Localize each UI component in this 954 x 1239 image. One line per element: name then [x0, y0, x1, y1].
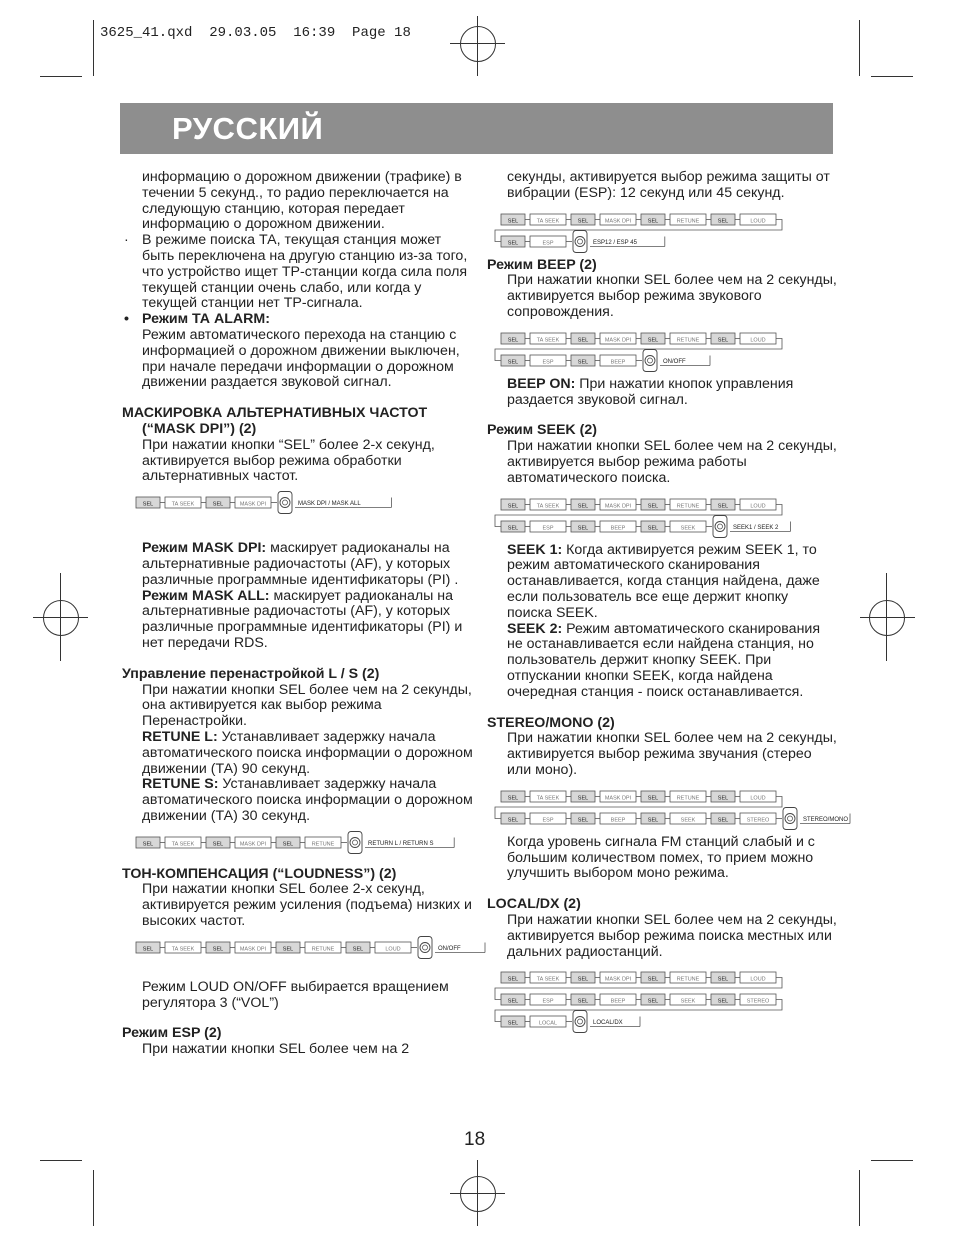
mode-label: TA SEEK	[171, 946, 195, 953]
paragraph: При нажатии кнопки SEL более чем на 2 секунды, активируется выбор режима звучания (стерео или моно).	[507, 730, 837, 778]
term-label: RETUNE L:	[142, 728, 218, 745]
mode-label: SEEK	[680, 524, 696, 531]
paragraph: При нажатии кнопки SEL более 2-х секунд, активируется режим усиления (подъема) низких и высоких частот.	[142, 881, 472, 930]
mode-label: RETUNE	[311, 840, 335, 847]
mode-label: RETUNE	[311, 946, 335, 953]
paragraph: При нажатии кнопки SEL более чем на 2 секунды, она активируется как выбор режима Перенастройки.	[142, 681, 472, 730]
paragraph	[487, 622, 837, 701]
mode-label: LOUD	[750, 976, 766, 983]
mode-label: SEL	[507, 337, 519, 344]
mode-label: SEL	[577, 217, 589, 224]
registration-mark-bottom	[460, 1176, 496, 1212]
result-label: RETURN L / RETURN S	[368, 840, 434, 847]
mode-label: SEL	[647, 502, 659, 509]
mode-label: ESP	[542, 239, 554, 246]
mode-label: MASK DPI	[604, 795, 632, 802]
mode-label: MASK DPI	[239, 840, 267, 847]
menu-flow-diagram	[487, 493, 827, 537]
mode-label: SEL	[717, 337, 729, 344]
mode-label: MASK DPI	[604, 337, 632, 344]
mode-label: TA SEEK	[536, 795, 560, 802]
mode-label: SEL	[647, 337, 659, 344]
registration-line	[60, 573, 61, 661]
section-heading: МАСКИРОВКА АЛЬТЕРНАТИВНЫХ ЧАСТОТ	[122, 405, 428, 422]
mode-label: TA SEEK	[536, 502, 560, 509]
registration-mark-top	[460, 26, 496, 62]
bullet-text: В режиме поиска ТА, текущая станция может быть переключена на другую станцию из-за того, что устройство ищет ТР-станции когда сила поля текущей станции очень слабо, или когда у текущей станции нет ТР-сигнала.	[142, 232, 468, 312]
crop-mark	[93, 20, 94, 76]
paragraph: секунды, активируется выбор режима защиты от вибрации (ESP): 12 секунд или 45 секунд.	[507, 169, 830, 201]
mode-label: SEL	[142, 840, 154, 847]
mode-label: MASK DPI	[239, 501, 267, 508]
crop-mark	[40, 76, 82, 77]
mode-label: SEL	[352, 946, 364, 953]
mode-label: MASK DPI	[604, 217, 632, 224]
mode-label: LOUD	[750, 502, 766, 509]
section-heading: Управление перенастройкой L / S (2)	[122, 665, 380, 682]
mode-label: SEL	[507, 998, 519, 1005]
banner-title: РУССКИЙ	[172, 111, 324, 146]
mode-label: SEL	[507, 524, 519, 531]
mode-label: SEL	[577, 524, 589, 531]
paragraph: информацию о дорожном движении (трафике) в течении 5 секунд., то радио переключается на следующую станцию, которая передает информацию о дорожном движении.	[142, 169, 462, 233]
section-heading: Режим BEEP (2)	[487, 256, 597, 273]
registration-line	[477, 16, 478, 76]
mode-label: SEL	[647, 998, 659, 1005]
mode-label: TA SEEK	[536, 337, 560, 344]
crop-mark	[871, 76, 913, 77]
paragraph	[122, 777, 474, 824]
mode-label: ESP	[542, 817, 554, 824]
mode-label: SEEK	[680, 998, 696, 1005]
mode-label: SEL	[577, 817, 589, 824]
registration-line	[886, 573, 887, 661]
result-label: ON/OFF	[438, 945, 461, 952]
mode-label: TA SEEK	[536, 976, 560, 983]
mode-label: TA SEEK	[536, 217, 560, 224]
term-label: Режим MASK ALL:	[142, 587, 270, 604]
paragraph: При нажатии кнопки “SEL” более 2-х секунд, активируется выбор режима обработки альтернативных частот.	[142, 436, 435, 485]
crop-mark	[859, 20, 860, 76]
term-label: BEEP ON:	[507, 375, 576, 392]
mode-label: SEL	[577, 795, 589, 802]
paragraph	[122, 589, 474, 652]
mode-label: RETUNE	[676, 795, 700, 802]
mode-label: SEL	[577, 998, 589, 1005]
term-label: Режим MASK DPI:	[142, 540, 267, 557]
mode-label: LOUD	[750, 337, 766, 344]
paragraph: Когда уровень сигнала FM станций слабый и с большим количеством помех, то прием можно улучшить выбором моно режима.	[507, 833, 815, 882]
mode-label: ESP	[542, 998, 554, 1005]
menu-flow-diagram	[487, 966, 827, 1032]
term-text: маскирует радиоканалы на альтернативные радиочастоты (AF), у которых различные программные идентификаторы (PI) и нет передачи RDS.	[142, 587, 463, 651]
mode-label: SEL	[577, 359, 589, 366]
mode-label: ESP	[542, 524, 554, 531]
mode-label: SEL	[577, 502, 589, 509]
registration-mark-left	[43, 600, 79, 636]
term-text: маскирует радиоканалы на альтернативные радиочастоты (AF), у которых различные программные идентификаторы (PI) .	[142, 540, 459, 588]
registration-mark-right	[869, 600, 905, 636]
mode-label: STEREO	[746, 998, 770, 1005]
mode-label: SEL	[507, 502, 519, 509]
paragraph	[122, 541, 474, 588]
mode-label: RETUNE	[676, 337, 700, 344]
paragraph: При нажатии кнопки SEL более чем на 2	[142, 1041, 410, 1058]
mode-label: SEEK	[680, 817, 696, 824]
menu-flow-diagram	[122, 491, 462, 535]
section-heading: ТОН-КОМПЕНСАЦИЯ (“LOUDNESS”) (2)	[122, 865, 397, 882]
mode-label: SEL	[142, 501, 154, 508]
paragraph	[122, 730, 474, 777]
bullet-marker: ·	[124, 232, 129, 249]
menu-flow-diagram	[487, 208, 827, 252]
mode-label: SEL	[282, 946, 294, 953]
mode-label: MASK DPI	[604, 502, 632, 509]
registration-line	[477, 1160, 478, 1226]
section-heading: LOCAL/DX (2)	[487, 896, 581, 913]
mode-label: RETUNE	[676, 217, 700, 224]
right-column	[487, 169, 849, 1038]
term-text: Устанавливает задержку начала автоматического поиска информации о дорожном движении (ТА) 30 секунд.	[142, 776, 473, 824]
result-label: SEEK1 / SEEK 2	[733, 524, 779, 531]
language-banner	[120, 103, 833, 154]
mode-label: SEL	[507, 795, 519, 802]
left-column	[122, 170, 474, 1058]
mode-label: BEEP	[610, 998, 626, 1005]
mode-label: SEL	[507, 817, 519, 824]
mode-label: SEL	[577, 976, 589, 983]
mode-label: SEL	[717, 217, 729, 224]
paragraph: При нажатии кнопки SEL более чем на 2 секунды, активируется выбор режима поиска местных или дальних радиостанций.	[507, 911, 837, 960]
bullet-item	[122, 233, 474, 312]
mode-label: LOUD	[750, 217, 766, 224]
paragraph: При нажатии кнопки SEL более чем на 2 секунды, активируется выбор режима работы автоматического поиска.	[507, 438, 837, 486]
result-label: LOCAL/DX	[593, 1020, 623, 1027]
mode-label: LOUD	[750, 795, 766, 802]
menu-flow-diagram	[487, 327, 827, 371]
mode-label: BEEP	[610, 524, 626, 531]
section-heading: (“MASK DPI”) (2)	[142, 420, 257, 437]
mode-label: SEL	[142, 946, 154, 953]
term-text: Устанавливает задержку начала автоматического поиска информации о дорожном движении (ТА) 90 секунд.	[142, 728, 473, 777]
paragraph: Режим автоматического перехода на станцию с информацией о дорожном движении выключен, при начале передачи информации о дорожном движении раздается звуковой сигнал.	[142, 326, 460, 391]
mode-label: SEL	[577, 337, 589, 344]
mode-label: SEL	[212, 501, 224, 508]
paragraph: Режим LOUD ON/OFF выбирается вращением регулятора 3 (“VOL”)	[142, 978, 449, 1011]
mode-label: SEL	[507, 976, 519, 983]
mode-label: SEL	[647, 795, 659, 802]
term-text: При нажатии кнопок управления раздается звуковой сигнал.	[507, 375, 794, 408]
mode-label: SEL	[507, 239, 519, 246]
bullet-item	[122, 312, 474, 328]
bullet-marker: •	[124, 311, 129, 328]
file-slug: 3625_41.qxd 29.03.05 16:39 Page 18	[100, 25, 411, 41]
mode-label: SEL	[507, 1020, 519, 1027]
mode-label: LOCAL	[538, 1020, 558, 1027]
mode-label: SEL	[717, 795, 729, 802]
mode-label: RETUNE	[676, 976, 700, 983]
mode-label: SEL	[717, 976, 729, 983]
paragraph	[487, 543, 837, 622]
mode-label: SEL	[507, 217, 519, 224]
page-number: 18	[464, 1129, 486, 1150]
paragraph	[487, 377, 837, 409]
mode-label: ESP	[542, 359, 554, 366]
result-label: ON/OFF	[663, 358, 686, 365]
crop-mark	[40, 1160, 82, 1161]
mode-label: TA SEEK	[171, 501, 195, 508]
crop-mark	[93, 1170, 94, 1226]
mode-label: SEL	[647, 217, 659, 224]
mode-label: RETUNE	[676, 502, 700, 509]
mode-label: LOUD	[385, 946, 401, 953]
subheading: Режим ТА ALARM:	[142, 311, 270, 328]
mode-label: TA SEEK	[171, 840, 195, 847]
mode-label: SEL	[717, 817, 729, 824]
menu-flow-diagram	[122, 831, 462, 861]
crop-mark	[871, 1160, 913, 1161]
result-label: MASK DPI / MASK ALL	[298, 501, 361, 508]
term-label: SEEK 1:	[507, 541, 563, 558]
crop-mark	[859, 1170, 860, 1226]
mode-label: SEL	[507, 359, 519, 366]
mode-label: SEL	[647, 817, 659, 824]
paragraph: При нажатии кнопки SEL более чем на 2 секунды, активируется выбор режима звукового сопровождения.	[507, 272, 837, 320]
mode-label: SEL	[717, 502, 729, 509]
menu-flow-diagram	[487, 785, 849, 829]
mode-label: STEREO	[746, 817, 770, 824]
mode-label: SEL	[282, 840, 294, 847]
section-heading: Режим ESP (2)	[122, 1025, 222, 1042]
term-label: SEEK 2:	[507, 620, 563, 637]
mode-label: MASK DPI	[604, 976, 632, 983]
section-heading: STEREO/MONO (2)	[487, 714, 615, 731]
mode-label: SEL	[647, 976, 659, 983]
mode-label: BEEP	[610, 359, 626, 366]
result-label: STEREO/MONO	[803, 816, 849, 823]
term-text: Когда активируется режим SEEK 1, то режим автоматического сканирования останавливается, когда станция найдена, даже если пользователь все еще держит кнопку поиска SEEK.	[507, 541, 820, 621]
result-label: ESP12 / ESP 45	[593, 239, 637, 246]
registration-line	[860, 617, 915, 618]
mode-label: BEEP	[610, 817, 626, 824]
mode-label: MASK DPI	[239, 946, 267, 953]
mode-label: SEL	[717, 998, 729, 1005]
term-label: RETUNE S:	[142, 776, 219, 793]
section-heading: Режим SEEK (2)	[487, 422, 597, 439]
mode-label: SEL	[647, 524, 659, 531]
mode-label: SEL	[212, 946, 224, 953]
term-text: Режим автоматического сканирования не останавливается если найдена станция, но пользователь держит кнопку SEEK. При отпускании кнопки SEEK, когда найдена очередная станция - поиск останавливается.	[507, 620, 821, 700]
menu-flow-diagram	[122, 936, 462, 966]
mode-label: SEL	[212, 840, 224, 847]
